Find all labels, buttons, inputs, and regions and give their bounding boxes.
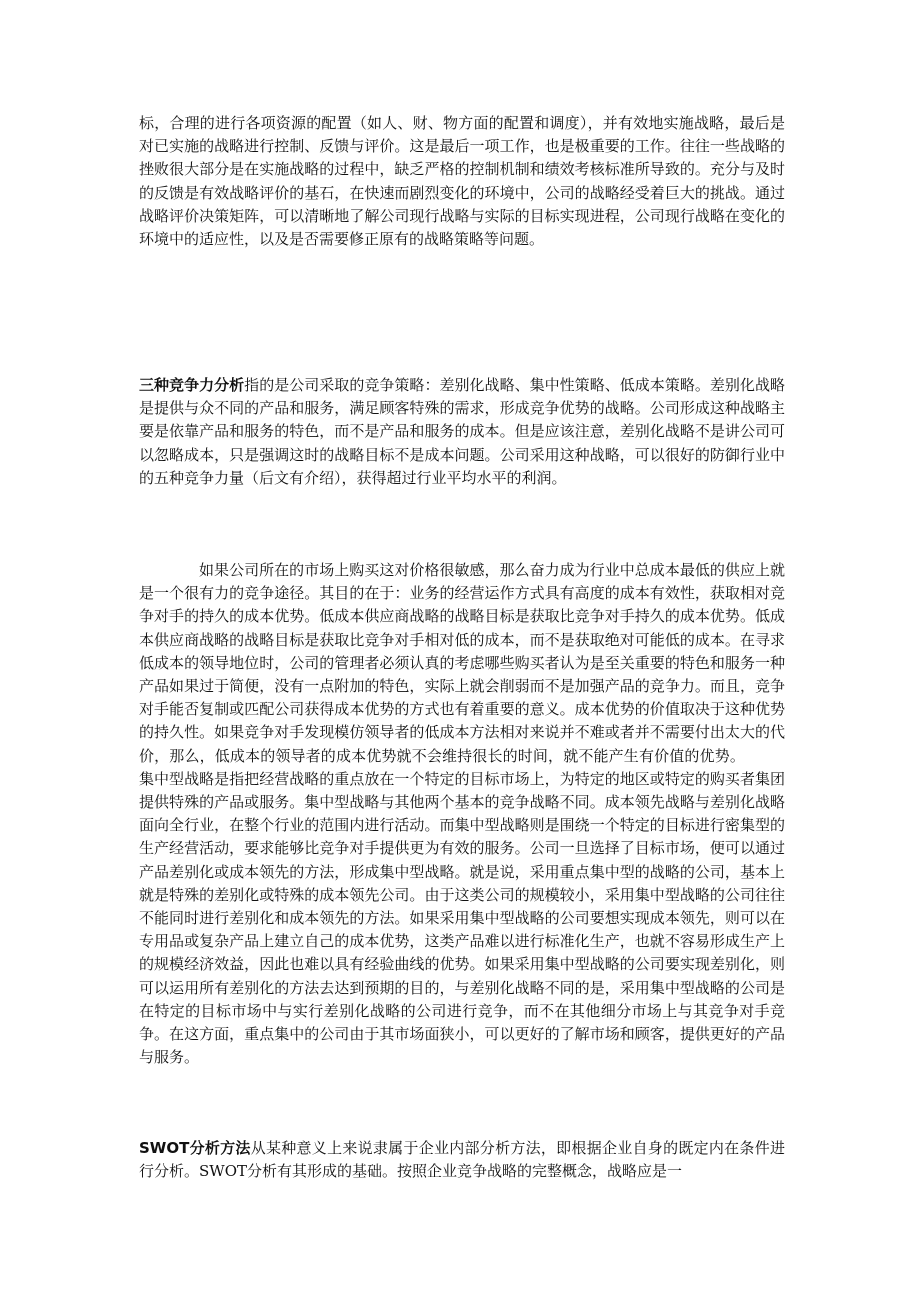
paragraph-three-competitive-forces bbox=[139, 374, 785, 490]
paragraph-swot bbox=[139, 1137, 785, 1183]
paragraph-text-focus: 集中型战略是指把经营战略的重点放在一个特定的目标市场上，为特定的地区或特定的购买者集团提供特殊的产品或服务。集中型战略与其他两个基本的竞争战略不同。成本领先战略与差别化战略面向全行业，在整个行业的范围内进行活动。而集中型战略则是围绕一个特定的目标进行密集型的生产经营活动，要求能够比竞争对手提供更为有效的服务。公司一旦选择了目标市场，便可以通过产品差别化或成本领先的方法，形成集中型战略。就是说，采用重点集中型的战略的公司，基本上就是特殊的差别化或特殊的成本领先公司。由于这类公司的规模较小，采用集中型战略的公司往往不能同时进行差别化和成本领先的方法。如果采用集中型战略的公司要想实现成本领先，则可以在专用品或复杂产品上建立自己的成本优势，这类产品难以进行标准化生产，也就不容易形成生产上的规模经济效益，因此也难以具有经验曲线的优势。如果采用集中型战略的公司要实现差别化，则可以运用所有差别化的方法去达到预期的目的，与差别化战略不同的是，采用集中型战略的公司是在特定的目标市场中与实行差别化战略的公司进行竞争，而不在其他细分市场上与其竞争对手竞争。在这方面，重点集中的公司由于其市场面狭小，可以更好的了解市场和顾客，提供更好的产品与服务。 bbox=[139, 769, 785, 1067]
paragraph-text-low-cost: 如果公司所在的市场上购买这对价格很敏感，那么奋力成为行业中总成本最低的供应上就是一个很有力的竞争途径。其目的在于：业务的经营运作方式具有高度的成本有效性，获取相对竞争对手的持久的成本优势。低成本供应商战略的战略目标是获取比竞争对手持久的成本优势。低成本供应商战略的战略目标是获取比竞争对手相对低的成本，而不是获取绝对可能低的成本。在寻求低成本的领导地位时，公司的管理者必须认真的考虑哪些购买者认为是至关重要的特色和服务一种产品如果过于简便，没有一点附加的特色，实际上就会削弱而不是加强产品的竞争力。而且，竞争对手能否复制或匹配公司获得成本优势的方式也有着重要的意义。成本优势的价值取决于这种优势的持久性。如果竞争对手发现模仿领导者的低成本方法相对来说并不难或者并不需要付出太大的代价，那么，低成本的领导者的成本优势就不会维持很长的时间，就不能产生有价值的优势。 bbox=[139, 561, 785, 765]
section-lead-term: 三种竞争力分析 bbox=[139, 376, 245, 394]
paragraph-low-cost-and-focus bbox=[139, 559, 785, 1069]
paragraph-text: 从某种意义上来说隶属于企业内部分析方法，即根据企业自身的既定内在条件进行分析。SWOT分析有其形成的基础。按照企业竞争战略的完整概念，战略应是一 bbox=[139, 1139, 785, 1181]
paragraph-text: 指的是公司采取的竞争策略：差别化战略、集中性策略、低成本策略。差别化战略是提供与众不同的产品和服务，满足顾客特殊的需求，形成竞争优势的战略。公司形成这种战略主要是依靠产品和服务的特色，而不是产品和服务的成本。但是应该注意，差别化战略不是讲公司可以忽略成本，只是强调这时的战略目标不是成本问题。公司采用这种战略，可以很好的防御行业中的五种竞争力量（后文有介绍），获得超过行业平均水平的利润。 bbox=[139, 376, 785, 487]
paragraph-text: 标，合理的进行各项资源的配置（如人、财、物方面的配置和调度），并有效地实施战略，最后是对已实施的战略进行控制、反馈与评价。这是最后一项工作，也是极重要的工作。往往一些战略的挫败很大部分是在实施战略的过程中，缺乏严格的控制机制和绩效考核标准所导致的。充分与及时的反馈是有效战略评价的基石，在快速而剧烈变化的环境中，公司的战略经受着巨大的挑战。通过战略评价决策矩阵，可以清晰地了解公司现行战略与实际的目标实现进程，公司现行战略在变化的环境中的适应性，以及是否需要修正原有的战略策略等问题。 bbox=[139, 114, 785, 249]
section-lead-term: SWOT分析方法 bbox=[139, 1139, 251, 1157]
paragraph-strategy-evaluation bbox=[139, 112, 785, 251]
